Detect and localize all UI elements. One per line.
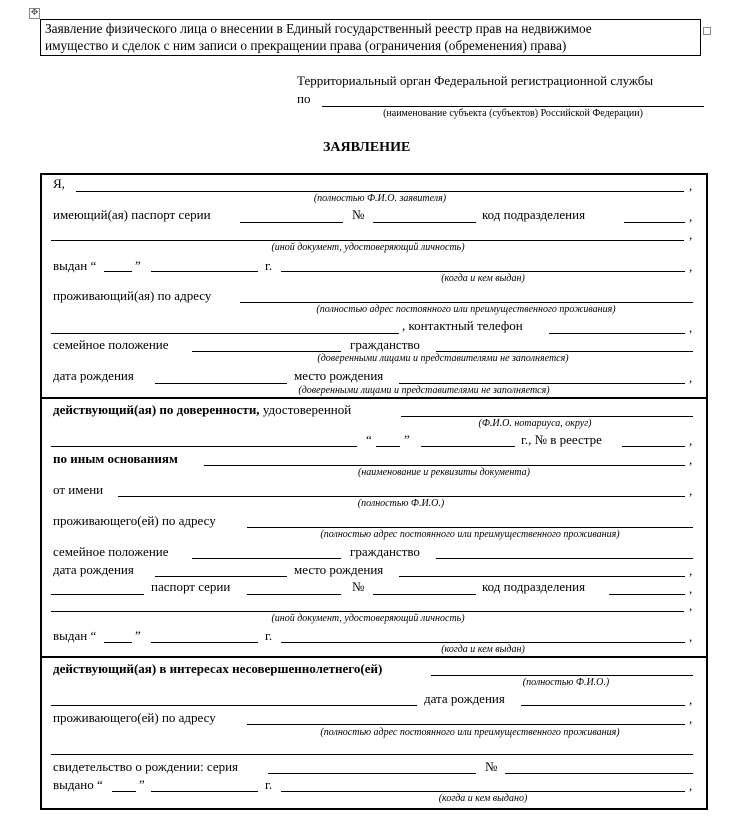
- s1-passport-no-field[interactable]: [373, 222, 476, 223]
- s1-trustee-caption-2: (доверенными лицами и представителями не заполняется): [298, 385, 550, 396]
- s2-registry-label: г., № в реестре: [521, 432, 602, 447]
- addressee-caption: (наименование субъекта (субъектов) Российской Федерации): [383, 108, 643, 119]
- s3-issued-caption: (когда и кем выдано): [438, 793, 528, 804]
- s2-acting-label: [53, 402, 351, 418]
- s2-issued-by-field[interactable]: [281, 642, 685, 643]
- s1-address-field-2[interactable]: [51, 333, 399, 334]
- comma: ,: [689, 711, 693, 726]
- s1-fio-caption: (полностью Ф.И.О. заявителя): [313, 193, 447, 204]
- s2-marital-field[interactable]: [192, 558, 341, 559]
- s2-birth-place-label: место рождения: [294, 562, 384, 577]
- comma: ,: [689, 692, 693, 707]
- s3-birth-date-field[interactable]: [521, 705, 685, 706]
- s3-address-field-2[interactable]: [51, 754, 693, 755]
- comma: ,: [689, 209, 693, 224]
- s1-marital-label: семейное положение: [53, 337, 169, 352]
- s1-passport-label: имеющий(ая) паспорт серии: [53, 207, 211, 222]
- header-title-line1: Заявление физического лица о внесении в Единый государственный реестр прав на недвижимое: [45, 21, 592, 36]
- s2-marital-label: семейное положение: [53, 544, 169, 559]
- s1-citizenship-label: гражданство: [350, 337, 420, 352]
- s2-birth-place-field[interactable]: [399, 576, 685, 577]
- s2-code-field[interactable]: [609, 594, 685, 595]
- s2-other-doc-caption: (иной документ, удостоверяющий личность): [271, 613, 465, 624]
- s2-residing-label: проживающего(ей) по адресу: [53, 513, 216, 528]
- s3-issued-quote: ”: [139, 777, 145, 792]
- s1-address-field[interactable]: [240, 302, 693, 303]
- s1-issued-caption: (когда и кем выдан): [441, 273, 525, 284]
- s2-notary-caption: (Ф.И.О. нотариуса, округ): [478, 418, 592, 429]
- s1-phone-label: , контактный телефон: [402, 318, 523, 333]
- addressee-field[interactable]: [322, 106, 704, 107]
- s2-passport-label: паспорт серии: [151, 579, 231, 594]
- section-divider-1: [40, 397, 708, 399]
- comma: ,: [689, 178, 693, 193]
- s1-issued-label: выдан “: [53, 258, 97, 273]
- s2-passport-no-field[interactable]: [373, 594, 476, 595]
- s1-issued-year-label: г.: [265, 258, 273, 273]
- s2-address-field[interactable]: [247, 527, 693, 528]
- s2-other-doc-field[interactable]: [51, 611, 684, 612]
- s1-ya: Я,: [53, 176, 65, 191]
- s1-birth-place-field[interactable]: [399, 383, 685, 384]
- s3-issued-label: выдано “: [53, 777, 103, 792]
- s3-acting-label: действующий(ая) в интересах несовершеннолетнего(ей): [53, 661, 383, 676]
- s1-passport-no-label: №: [352, 207, 365, 222]
- comma: ,: [689, 483, 693, 498]
- comma: ,: [689, 581, 693, 596]
- s1-citizenship-field[interactable]: [436, 351, 693, 352]
- s2-passport-no-label: №: [352, 579, 365, 594]
- s3-residing-label: проживающего(ей) по адресу: [53, 710, 216, 725]
- resize-handle-icon[interactable]: [703, 27, 711, 35]
- comma: ,: [689, 259, 693, 274]
- s2-date-day-field[interactable]: [376, 446, 400, 447]
- s1-marital-field[interactable]: [192, 351, 341, 352]
- s2-issued-caption: (когда и кем выдан): [441, 644, 525, 655]
- s1-issued-quote: ”: [135, 258, 141, 273]
- s3-address-field[interactable]: [247, 724, 685, 725]
- addressee-line1: Территориальный орган Федеральной регистрационной службы: [297, 73, 654, 88]
- section-divider-2: [40, 656, 708, 658]
- s2-on-behalf-label: от имени: [53, 482, 104, 497]
- s2-issued-label: выдан “: [53, 628, 97, 643]
- s2-birth-date-label: дата рождения: [53, 562, 134, 577]
- comma: ,: [689, 563, 693, 578]
- s1-birth-date-label: дата рождения: [53, 368, 134, 383]
- s2-quote-open: “: [366, 432, 372, 447]
- s2-address-caption: (полностью адрес постоянного или преимущественного проживания): [320, 529, 620, 540]
- s1-fio-field[interactable]: [76, 191, 684, 192]
- s1-trustee-caption: (доверенными лицами и представителями не заполняется): [317, 353, 569, 364]
- s3-certificate-no-field[interactable]: [505, 773, 693, 774]
- s1-other-doc-field[interactable]: [51, 240, 684, 241]
- s2-pre-passport-field[interactable]: [51, 594, 144, 595]
- s3-issued-day-field[interactable]: [112, 791, 136, 792]
- s2-other-grounds-field[interactable]: [204, 465, 685, 466]
- s2-citizenship-field[interactable]: [436, 558, 693, 559]
- s2-registry-field[interactable]: [622, 446, 685, 447]
- s2-other-grounds-label: по иным основаниям: [53, 451, 178, 466]
- s3-issued-year-label: г.: [265, 777, 273, 792]
- comma: ,: [689, 598, 693, 613]
- addressee-po: по: [297, 91, 311, 106]
- comma: ,: [689, 452, 693, 467]
- s1-birth-place-label: место рождения: [294, 368, 384, 383]
- comma: ,: [689, 778, 693, 793]
- s2-issued-year-label: г.: [265, 628, 273, 643]
- s3-fio-caption: (полностью Ф.И.О.): [522, 677, 610, 688]
- s3-issued-by-field[interactable]: [281, 791, 685, 792]
- s2-fio-caption: (полностью Ф.И.О.): [357, 498, 445, 509]
- comma: ,: [689, 320, 693, 335]
- move-handle-icon[interactable]: ✥: [30, 8, 39, 18]
- comma: ,: [689, 629, 693, 644]
- s1-code-label: код подразделения: [482, 207, 586, 222]
- s1-phone-field[interactable]: [549, 333, 685, 334]
- s2-citizenship-label: гражданство: [350, 544, 420, 559]
- s3-issued-month-field[interactable]: [151, 791, 258, 792]
- s1-code-field[interactable]: [624, 222, 685, 223]
- doc-title: ЗАЯВЛЕНИЕ: [323, 140, 411, 155]
- s2-notary-field[interactable]: [401, 416, 693, 417]
- s2-date-month-field[interactable]: [421, 446, 515, 447]
- comma: ,: [689, 370, 693, 385]
- s3-certificate-series-field[interactable]: [268, 773, 476, 774]
- s2-code-label: код подразделения: [482, 579, 586, 594]
- s1-passport-series-field[interactable]: [240, 222, 343, 223]
- s2-issued-day-field[interactable]: [104, 642, 132, 643]
- s3-address-caption: (полностью адрес постоянного или преимущественного проживания): [320, 727, 620, 738]
- s3-fio-field[interactable]: [431, 675, 693, 676]
- comma: ,: [689, 433, 693, 448]
- s2-issued-quote: ”: [135, 628, 141, 643]
- s1-issued-by-field[interactable]: [281, 271, 685, 272]
- s1-other-doc-caption: (иной документ, удостоверяющий личность): [271, 242, 465, 253]
- s2-quote-close: ”: [404, 432, 410, 447]
- s2-on-behalf-field[interactable]: [118, 496, 685, 497]
- s2-passport-series-field[interactable]: [247, 594, 341, 595]
- s3-certificate-label: свидетельство о рождении: серия: [53, 759, 239, 774]
- s2-acting-bold: действующий(ая) по доверенности,: [53, 402, 260, 417]
- s1-residing-label: проживающий(ая) по адресу: [53, 288, 212, 303]
- s1-issued-day-field[interactable]: [104, 271, 132, 272]
- s1-address-caption: (полностью адрес постоянного или преимущественного проживания): [316, 304, 616, 315]
- header-title-line2: имущество и сделок с ним записи о прекращении права (ограничения (обременения) права): [45, 38, 567, 53]
- s2-issued-month-field[interactable]: [151, 642, 258, 643]
- s3-birth-date-label: дата рождения: [424, 691, 505, 706]
- comma: ,: [689, 227, 693, 242]
- s1-birth-date-field[interactable]: [155, 383, 287, 384]
- s3-fio-field-2[interactable]: [51, 705, 417, 706]
- s2-certified-label: удостоверенной: [262, 402, 352, 417]
- s2-doc-caption: (наименование и реквизиты документа): [358, 467, 530, 478]
- s2-notary-field-2[interactable]: [51, 446, 357, 447]
- s1-issued-month-field[interactable]: [151, 271, 258, 272]
- s3-certificate-no-label: №: [485, 759, 498, 774]
- s2-birth-date-field[interactable]: [155, 576, 287, 577]
